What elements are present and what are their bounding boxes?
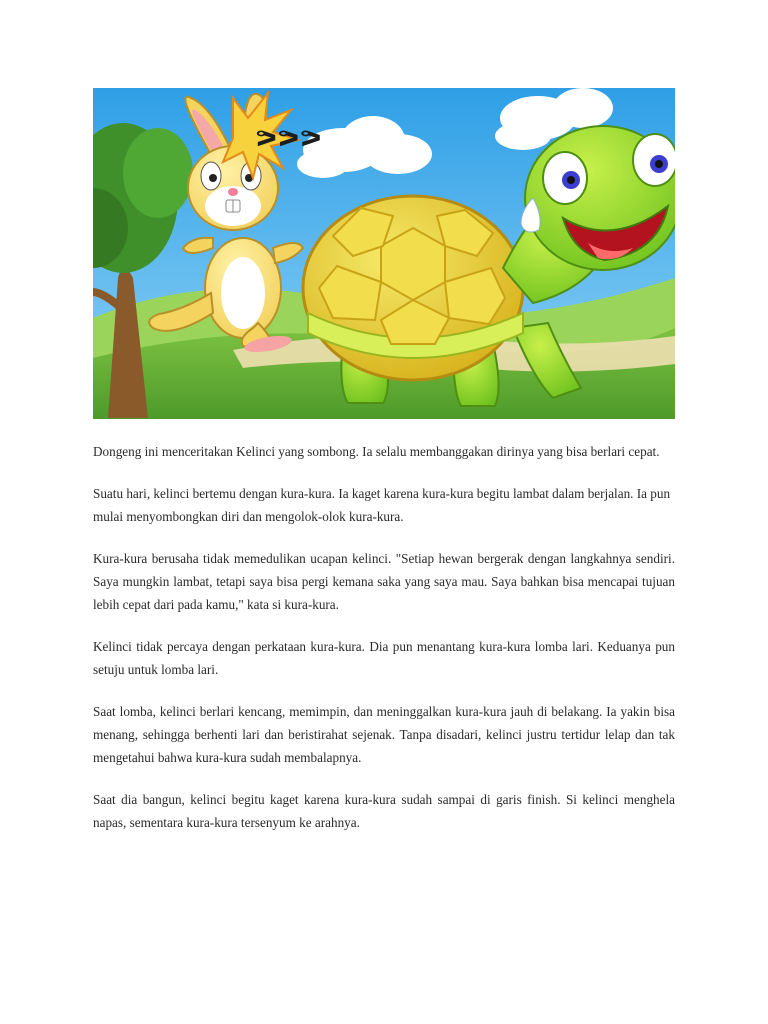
story-paragraph: Suatu hari, kelinci bertemu dengan kura-kura. Ia kaget karena kura-kura begitu lambat dalam berjalan. Ia pun mulai menyombongkan diri dan mengolok-olok kura-kura. bbox=[93, 486, 671, 524]
story-paragraph: Saat dia bangun, kelinci begitu kaget karena kura-kura sudah sampai di garis finish. Si kelinci menghela napas, sementara kura-kura tersenyum ke arahnya. bbox=[93, 792, 675, 830]
sound-effect-text: ᕗᕗᕗ bbox=[255, 124, 322, 152]
story-text bbox=[93, 440, 675, 853]
story-paragraph: Saat lomba, kelinci berlari kencang, memimpin, dan meninggalkan kura-kura jauh di belakang. Ia yakin bisa menang, sehingga berhenti lari dan beristirahat sejenak. Tanpa disadari, kelinci justru tertidur lelap dan tak mengetahui bahwa kura-kura sudah membalapnya. bbox=[93, 704, 675, 765]
story-paragraph: Kura-kura berusaha tidak memedulikan ucapan kelinci. "Setiap hewan bergerak dengan langkahnya sendiri. Saya mungkin lambat, tetapi saya bisa pergi kemana saka yang saya mau. Saya bahkan bisa mencapai tujuan lebih cepat dari pada kamu," kata si kura-kura. bbox=[93, 551, 675, 612]
story-paragraph: Kelinci tidak percaya dengan perkataan kura-kura. Dia pun menantang kura-kura lomba lari. Keduanya pun setuju untuk lomba lari. bbox=[93, 639, 675, 677]
story-paragraph: Dongeng ini menceritakan Kelinci yang sombong. Ia selalu membanggakan dirinya yang bisa berlari cepat. bbox=[93, 444, 660, 459]
story-illustration bbox=[93, 88, 675, 419]
